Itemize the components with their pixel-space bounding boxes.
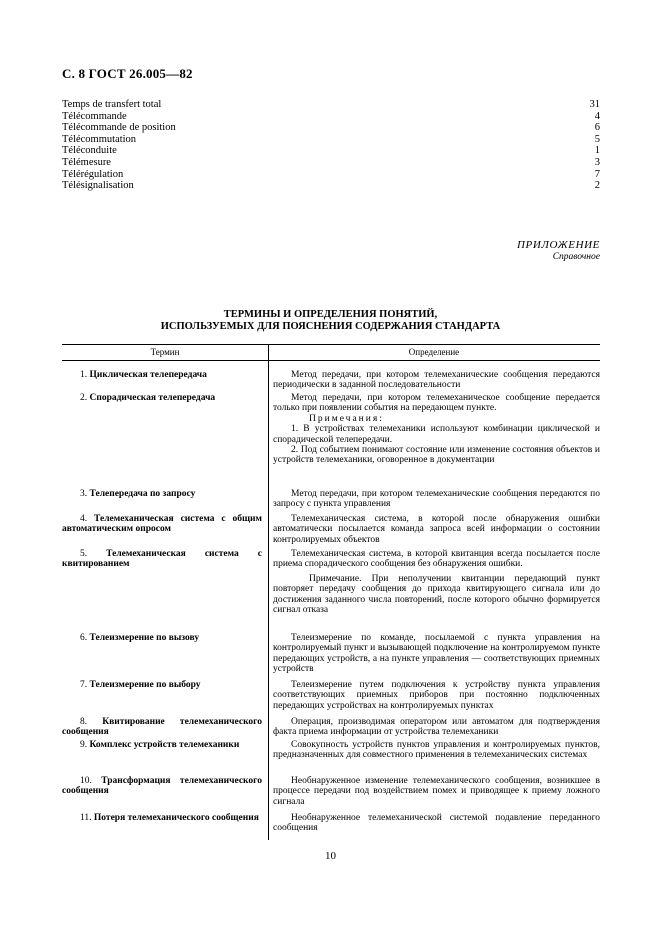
column-divider — [268, 359, 269, 840]
term-index — [62, 99, 600, 192]
term-number: 9. — [80, 740, 88, 750]
index-term: Téléconduite — [62, 145, 117, 157]
index-page: 5 — [594, 133, 600, 145]
index-page: 3 — [594, 156, 600, 168]
definition-text: Телеизмерение путем подключения к устройству пункта управления соответствующих приемных приборов при постоянно подключенных передающих устройствах на контролируемых пунктах — [273, 680, 600, 711]
term-cell — [62, 740, 262, 750]
definition-cell — [273, 633, 600, 675]
term-text: Комплекс устройств телемеханики — [89, 740, 240, 750]
definition-cell — [273, 393, 600, 466]
index-row — [62, 99, 600, 111]
note-text: Примечание. При неполучении квитанции передающий пункт повторяет передачу сообщения до прихода квитирующего сигнала или до достижения заданного числа повторений, после которого обычно формируется сигнал отказа — [273, 573, 600, 616]
index-row — [62, 169, 600, 181]
term-cell — [62, 549, 262, 570]
term-cell — [62, 813, 262, 823]
index-page: 6 — [594, 122, 600, 134]
index-term: Télécommande de position — [62, 122, 176, 134]
term-text: Телемеханическая система с квитированием — [62, 549, 262, 570]
section-title-line1: ТЕРМИНЫ И ОПРЕДЕЛЕНИЯ ПОНЯТИЙ, — [223, 309, 438, 320]
section-title-line2: ИСПОЛЬЗУЕМЫХ ДЛЯ ПОЯСНЕНИЯ СОДЕРЖАНИЯ СТАНДАРТА — [160, 321, 501, 332]
page-number: 10 — [325, 850, 336, 862]
definition-text: Телемеханическая система, в которой квитанция всегда посылается после приема спорадического сообщения без обнаружения ошибки. — [273, 549, 600, 570]
term-text: Телеизмерение по вызову — [89, 633, 200, 643]
index-row — [62, 180, 600, 192]
definition-text: Метод передачи, при котором телемеханическое сообщение передается только при появлении события на передающем пункте. — [273, 393, 600, 414]
index-row — [62, 145, 600, 157]
definition-text: Телемеханическая система, в которой после обнаружения ошибки автоматически посылается команда запроса всей информации о состоянии контролируемых объектов — [273, 514, 600, 545]
column-header-definition: Определение — [408, 347, 460, 357]
definition-text: Телеизмерение по команде, посылаемой с пункта управления на контролируемый пункт и вызывающей подключение на контролируемом пункте передающих устройств, а на пункте управления — соответствующих приемных устройств — [273, 633, 600, 675]
term-text: Циклическая телепередача — [89, 370, 207, 380]
table-header — [62, 344, 600, 361]
definition-cell — [273, 549, 600, 615]
term-text: Телепередача по запросу — [89, 489, 196, 499]
term-number: 6. — [80, 633, 88, 643]
note-text: 1. В устройствах телемеханики используют комбинации циклической и спорадической телепередачи. — [273, 424, 600, 445]
index-page: 7 — [594, 168, 600, 180]
term-number: 3. — [80, 489, 88, 499]
definition-text: Совокупность устройств пунктов управления и контролируемых пунктов, предназначенных для совместного применения в телемеханических системах — [273, 740, 600, 761]
section-title — [0, 309, 661, 333]
index-term: Télésignalisation — [62, 180, 134, 192]
term-cell — [62, 370, 262, 380]
index-term: Télécommutation — [62, 133, 137, 145]
note-label: Примечания: — [309, 413, 384, 424]
definition-cell — [273, 370, 600, 391]
term-text: Телемеханическая система с общим автоматическим опросом — [62, 514, 262, 535]
index-row — [62, 122, 600, 134]
definition-text: Операция, производимая оператором или автоматом для подтверждения факта приема информации от устройства телемеханики — [273, 717, 600, 738]
term-cell — [62, 680, 262, 690]
term-cell — [62, 717, 262, 738]
term-cell — [62, 393, 262, 403]
definition-cell — [273, 514, 600, 545]
definition-text: Необнаруженное изменение телемеханического сообщения, возникшее в процессе передачи под воздействием помех и приводящее к приему ложного сигнала — [273, 776, 600, 807]
page-header: С. 8 ГОСТ 26.005—82 — [62, 66, 193, 81]
term-cell — [62, 489, 262, 499]
term-number: 7. — [80, 680, 88, 690]
term-number: 2. — [80, 393, 88, 403]
definition-text: Необнаруженное телемеханической системой подавление переданного сообщения — [273, 813, 600, 834]
index-page: 4 — [594, 110, 600, 122]
term-text: Спорадическая телепередача — [89, 393, 216, 403]
appendix-subtitle: Справочное — [552, 252, 600, 262]
index-row — [62, 157, 600, 169]
definition-cell — [273, 740, 600, 761]
term-text: Квитирование телемеханического сообщения — [62, 717, 262, 738]
term-number: 5. — [80, 549, 88, 559]
definition-cell — [273, 489, 600, 510]
definition-text: Метод передачи, при котором телемеханические сообщения передаются периодически в заданной последовательности — [273, 370, 600, 391]
term-number: 1. — [80, 370, 88, 380]
term-number: 11. — [80, 813, 92, 823]
index-term: Télémesure — [62, 156, 111, 168]
definition-text: Метод передачи, при котором телемеханические сообщения передаются по запросу с пункта управления — [273, 489, 600, 510]
index-term: Télécommande — [62, 110, 127, 122]
term-cell — [62, 776, 262, 797]
term-number: 8. — [80, 717, 88, 727]
definition-cell — [273, 776, 600, 807]
index-page: 2 — [594, 180, 600, 192]
term-text: Телеизмерение по выбору — [89, 680, 201, 690]
definition-cell — [273, 717, 600, 738]
note-text: 2. Под событием понимают состояние или изменение состояния объектов и устройств телемеханики, оговоренное в документации — [273, 445, 600, 466]
definition-cell — [273, 680, 600, 711]
index-row — [62, 111, 600, 123]
index-page: 1 — [594, 145, 600, 157]
column-header-term: Термин — [150, 347, 180, 357]
term-cell — [62, 514, 262, 535]
appendix-title: ПРИЛОЖЕНИЕ — [517, 239, 600, 251]
term-text: Трансформация телемеханического сообщения — [62, 776, 262, 797]
appendix-label — [517, 239, 600, 262]
term-number: 4. — [80, 514, 88, 524]
index-term: Télérégulation — [62, 168, 124, 180]
index-page: 31 — [589, 99, 600, 110]
definition-cell — [273, 813, 600, 834]
index-row — [62, 134, 600, 146]
term-cell — [62, 633, 262, 643]
index-term: Temps de transfert total — [62, 99, 162, 110]
term-text: Потеря телемеханического сообщения — [93, 813, 259, 823]
term-number: 10. — [80, 776, 92, 786]
